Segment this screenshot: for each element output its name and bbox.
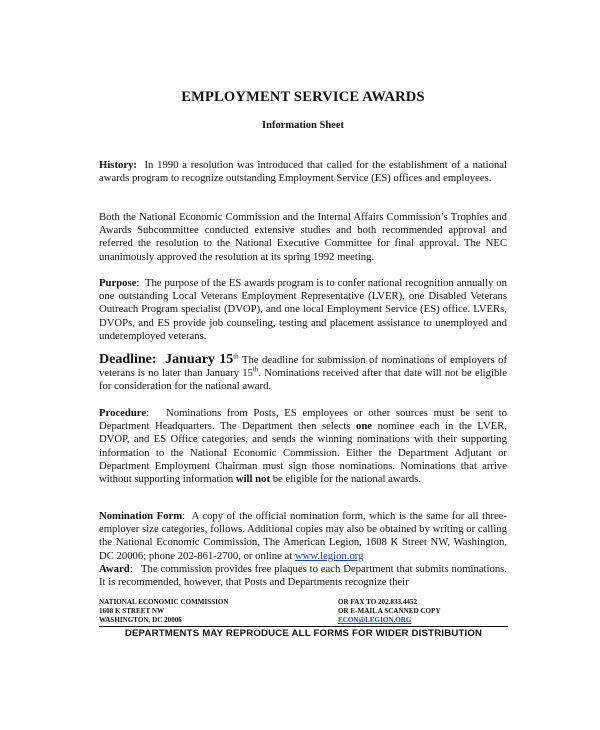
deadline-paragraph: Deadline: January 15th The deadline for submission of nominations of employers of veterans is no later than January 15th. Nominations received after that date will not be eligible for consideration for the national award. (99, 352, 508, 393)
award-text: The commission provides free plaques to each Department that submits nominations. It is recommended, however, that Posts and Departments recognize their (99, 562, 508, 589)
procedure-label: Procedure (99, 407, 147, 419)
page-subtitle: Information Sheet (262, 120, 344, 131)
deadline-date-suffix: th (233, 352, 239, 361)
award-label: Award (99, 562, 130, 575)
procedure-text-3: be eligible for the national awards. (272, 473, 422, 486)
procedure-bold-will-not: will not (235, 473, 271, 486)
address-line-2: 1608 K STREET NW (99, 607, 165, 616)
procedure-text-1: Nominations from Posts, ES employees or other sources must be sent to Department Headquarters. The Department then selects (99, 407, 507, 433)
deadline-date: January 15 (165, 352, 234, 367)
page-title: EMPLOYMENT SERVICE AWARDS (181, 89, 425, 105)
footer-divider (99, 626, 508, 627)
procedure-text-2: nominee each in the LVER, DVOP, and ES Office categories, and sends the winning nominations with their supporting information to the National Economic Commission. Either the Department Adjutant or Department Employment Chairman must sign those nominations. Nominations that arrive without supporting information (99, 420, 507, 486)
procedure-bold-one: one (356, 420, 373, 433)
history-paragraph (99, 159, 507, 185)
legion-website-link[interactable]: www.legion.org (294, 549, 364, 562)
address-line-3: WASHINGTON, DC 20006 (99, 616, 182, 625)
deadline-text-2: . Nominations received after that date will not be eligible for consideration for the national award. (99, 367, 508, 393)
nomination-form-paragraph: Nomination Form: A copy of the official nomination form, which is the same for all three-employer size categories, follows. Additional copies may also be obtained by writing or calling the National Economic Commission, The American Legion, 1608 K Street NW, Washington, DC 20006; phone 202-861-2700, or online at www.legion.org Award: The commission provides free plaques to each Department that submits nominations. It is recommended, however, that Posts and Departments recognize their (99, 510, 508, 589)
procedure-paragraph: Procedure: Nominations from Posts, ES employees or other sources must be sent to Department Headquarters. The Department then selects one nominee each in the LVER, DVOP, and ES Office categories, and sends the winning nominations with their supporting information to the National Economic Commission. Either the Department Adjutant or Department Employment Chairman must sign those nominations. Nominations that arrive without supporting information will not be eligible for the national awards. (99, 407, 507, 486)
commissions-text: Both the National Economic Commission and the Internal Affairs Commission’s Trophies and Awards Subcommittee conducted extensive studies and both recommended approval and referred the resolution to the National Executive Committee for final approval. The NEC unanimously approved the resolution at its spring 1992 meeting. (99, 211, 507, 263)
deadline-text-suffix: th (252, 365, 259, 374)
distribution-notice: DEPARTMENTS MAY REPRODUCE ALL FORMS FOR WIDER DISTRIBUTION (124, 628, 483, 639)
history-text: In 1990 a resolution was introduced that called for the establishment of a national awards program to recognize outstanding Employment Service (ES) offices and employees. (99, 159, 507, 185)
email-link[interactable]: ECON@LEGION.ORG (338, 616, 412, 625)
history-label: History: (99, 159, 137, 171)
purpose-label: Purpose (99, 277, 137, 289)
fax-line: OR FAX TO 202.833.4452 (338, 598, 418, 606)
nomination-form-text: A copy of the official nomination form, which is the same for all three-employer size categories, follows. Additional copies may also be obtained by writing or calling the National Economic Commission, The American Legion, 1608 K Street NW, Washington, DC 20006; phone 202-861-2700, or online at (99, 510, 507, 562)
commissions-paragraph (99, 211, 507, 264)
email-instruction: OR E-MAIL A SCANNED COPY (338, 607, 441, 616)
deadline-label: Deadline (99, 352, 152, 367)
address-line-1: NATIONAL ECONOMIC COMMISSION (99, 598, 229, 606)
nomination-form-label: Nomination Form (99, 510, 183, 522)
purpose-paragraph: Purpose: The purpose of the ES awards program is to confer national recognition annually on one outstanding Local Veterans Employment Representative (LVER), one Disabled Veterans Outreach Program specialist (DVOP), and one local Employment Service (ES) office. LVERs, DVOPs, and ES provide job counseling, testing and placement assistance to unemployed and underemployed veterans. (99, 277, 507, 342)
alternate-contact (338, 598, 508, 626)
deadline-text-1: The deadline for submission of nominations of employers of veterans is no later than January 15 (99, 354, 507, 380)
mailing-address (99, 598, 329, 626)
purpose-text: The purpose of the ES awards program is to confer national recognition annually on one outstanding Local Veterans Employment Representative (LVER), one Disabled Veterans Outreach Program specialist (DVOP), and one local Employment Service (ES) office. LVERs, DVOPs, and ES provide job counseling, testing and placement assistance to unemployed and underemployed veterans. (99, 277, 507, 342)
